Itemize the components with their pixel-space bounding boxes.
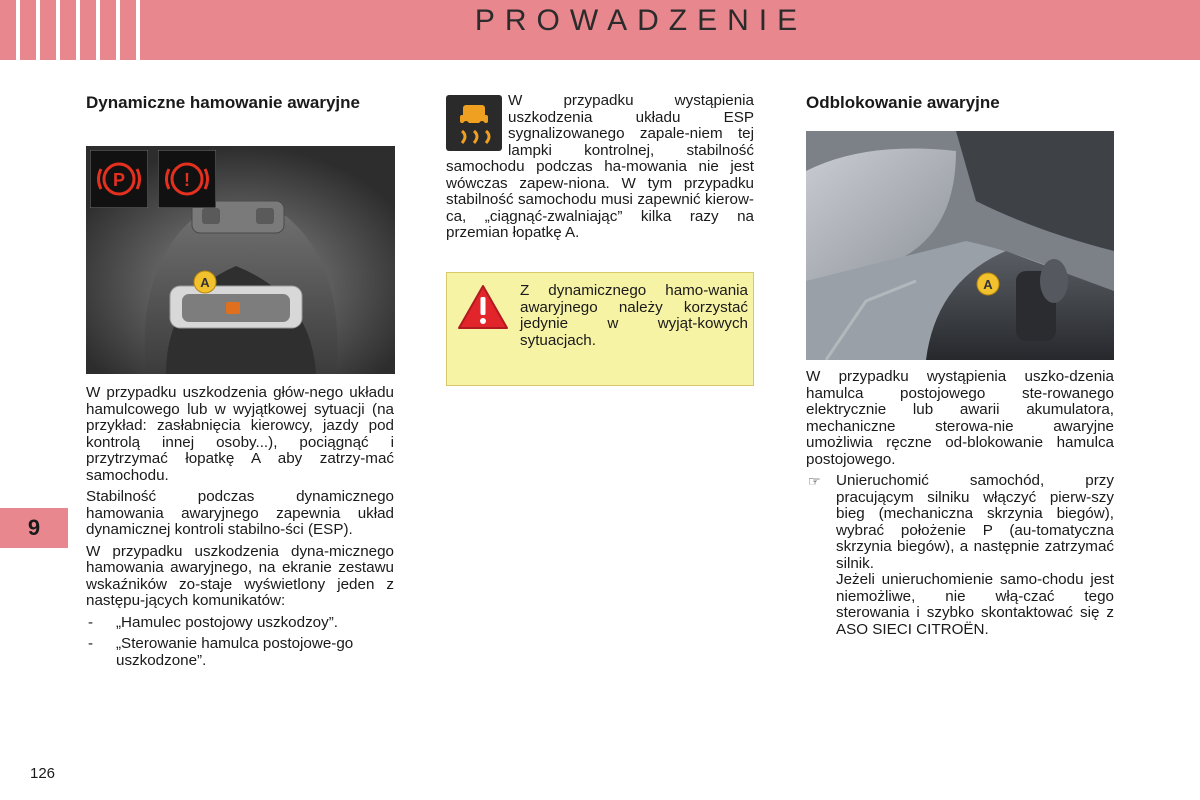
parking-brake-icon [90,150,148,208]
header-stripes [0,0,146,60]
photo-label-a: A [200,275,210,290]
heading-text: Dynamiczne hamowanie awaryjne [86,93,360,112]
step-note: Jeżeli unieruchomienie samo-chodu jest niemożliwe, nie włą-czać tego sterowania i szybko skontaktować się z ASO SIECI CITROËN. [836,571,1114,638]
photo-label-a: A [983,277,993,292]
paragraph: W przypadku wystąpienia uszko-dzenia hamulca postojowego ste-rowanego elektrycznie lub awarii akumulatora, mechaniczne sterowa-nie awaryjne umożliwia ręczne od-blokowanie hamulca postojowego. [806,368,1114,468]
section-heading-emergency-release [806,93,1114,112]
paragraph [86,489,394,539]
esp-text: W przypadku wystąpienia uszkodzenia układu ESP sygnalizowanego zapale-niem tej lampki kontrolnej, stabilność samochodu podczas ha-mowania nie jest wówczas zapew-niona. W tym przypadku stabilność samochodu musi zapewnić kierow-ca, „ciągnąć-zwalniając” kilka razy na przemian łopatkę A. [446,92,754,241]
warning-text: Z dynamicznego hamo-wania awaryjnego należy korzystać jedynie w wyjąt-kowych sytuacjach. [520,282,748,349]
paragraph [86,544,394,610]
brake-alert-icon [158,150,216,208]
heading-text: Odblokowanie awaryjne [806,93,1000,112]
paragraph [86,385,394,484]
section-heading-dynamic-braking [86,93,386,112]
page-title: PROWADZENIE [474,4,808,37]
svg-text:P: P [112,170,126,190]
parking-brake-control-photo [86,146,395,374]
page-number: 126 [30,765,56,782]
step-list [806,473,1114,638]
message-list [86,615,394,670]
warning-triangle-icon [457,283,509,331]
esp-warning-lamp-icon [446,95,502,151]
chapter-tab: 9 [0,508,68,548]
warning-box [446,272,754,386]
paragraph-text: Stabilność podczas dynamicznego hamowania awaryjnego zapewnia układ dynamicznej kontroli stabilno-ści (ESP). [86,488,394,538]
step-text: Unieruchomić samochód, przy pracującym silniku włączyć pierw-szy bieg (mechaniczna skrzynia biegów), wybrać położenie P (au-tomatyczna skrzynia biegów), a następnie zatrzymać silnik. [836,472,1114,572]
list-item: - „Hamulec postojowy uszkodzoy”. [86,615,394,632]
paragraph-text: W przypadku uszkodzenia dyna-micznego hamowania awaryjnego, na ekranie zestawu wskaźników zo-staje wyświetlony jeden z następu-jących komunikatów: [86,542,394,609]
list-item: - „Sterowanie hamulca postojowe-go uszkodzone”. [86,636,394,669]
svg-text:!: ! [184,170,190,190]
list-item [806,473,1114,638]
emergency-release-photo [806,131,1114,360]
left-column-text [86,385,394,674]
paragraph-text: W przypadku uszkodzenia głów-nego układu hamulcowego lub w wyjątkowej sytuacji (na przykład: zasłabnięcia kierowcy, jazdy pod kontrolą innej osoby...), pociągnąć i przytrzymać łopatkę A aby zatrzy-mać samochodu. [86,384,394,484]
right-column-text [806,369,1114,638]
